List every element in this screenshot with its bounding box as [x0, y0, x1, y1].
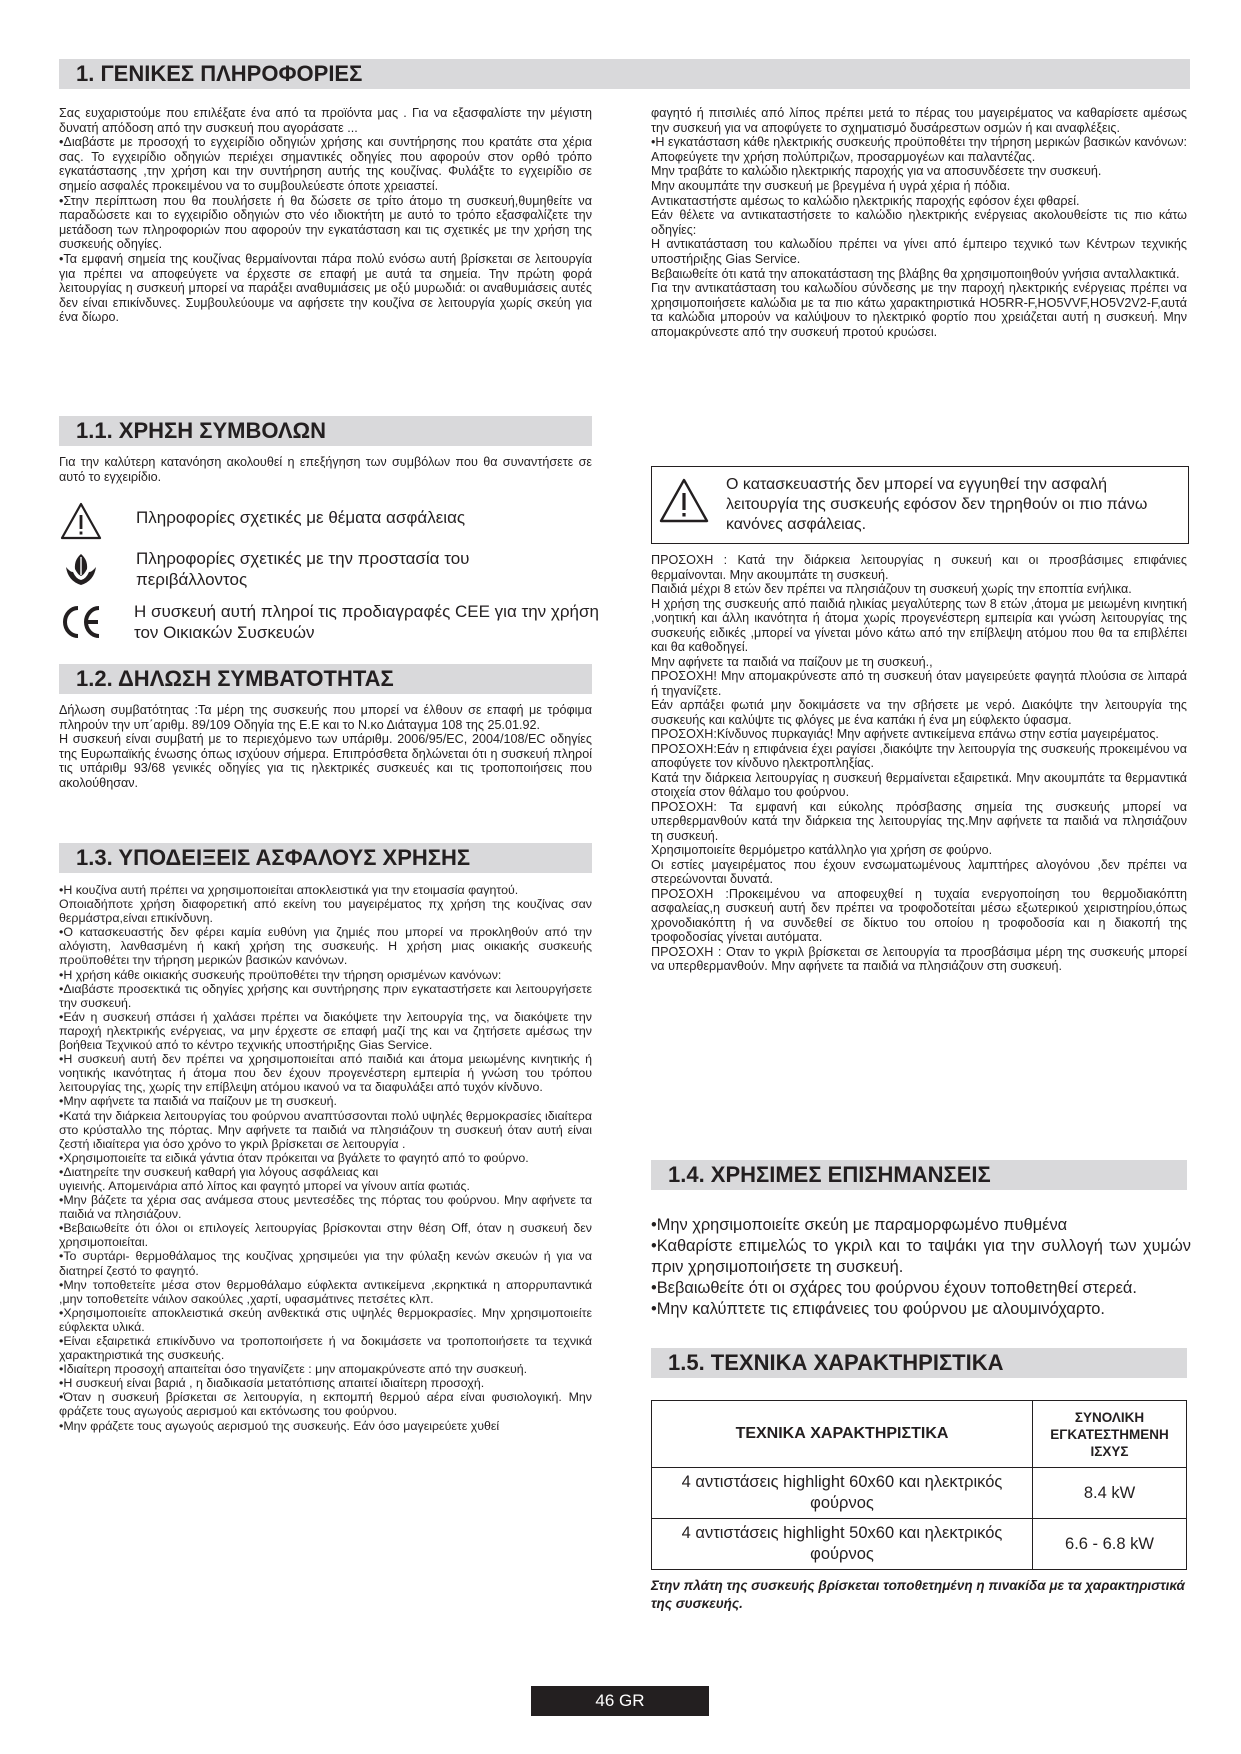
paragraph: •Το συρτάρι- θερμοθάλαμος της κουζίνας χρησιμεύει για την φύλαξη κενών σκευών ή για να διατηρεί ζεστό το φαγητό. [59, 1249, 592, 1278]
paragraph: •Κατά την διάρκεια λειτουργίας του φούρνου αναπτύσσονται πολύ υψηλές θερμοκρασίες ιδιαίτερα στο κρύσταλλο της πόρτας. Μην αφήνετε τα παιδιά να πλησιάζουν τη συσκευή όταν αυτή είναι ζεστή ιδιαίτερα για όσο χρόνο το γκριλ βρίσκεται σε λειτουργία . [59, 1108, 592, 1151]
paragraph: ΠΡΟΣΟΧΗ : Οταν το γκριλ βρίσκεται σε λειτουργία τα προσβάσιμα μέρη της συσκευής μπορεί να υπερθερμανθούν. Μην αφήνετε τα παιδιά να πλησιάζουν στη συσκευή. [651, 944, 1187, 973]
paragraph: •Διαβάστε με προσοχή το εγχειρίδιο οδηγιών χρήσης και συντήρησης που κρατάτε στα χέρια σας. Το εγχειρίδιο οδηγιών περιέχει σημαντικές οδηγίες που αφορούν στον ορθό τρόπο εγκατάστασης ,την χρήση και την συντήρηση αυτής της κουζίνας. Φυλάξτε το εγχειρίδιο σε σημείο ασφαλές προκειμένου να το συμβουλεύεστε όποτε χρειαστεί. [59, 135, 592, 193]
paragraph: •Μην τοποθετείτε μέσα στον θερμοθάλαμο εύφλεκτα αντικείμενα ,εκρηκτικά η απορρυπαντικά ,μην τοποθετείτε νάιλον σακούλες ,χαρτί, υφασμάτινες πετσέτες κλπ. [59, 1277, 592, 1306]
paragraph: ΠΡΟΣΟΧΗ :Προκειμένου να αποφευχθεί η τυχαία ενεργοποίηση του θερμοδιακόπτη ασφαλείας,η συσκευή αυτή δεν πρέπει να τροφοδοτείται μέσω εξωτερικού χειριστηρίου,όπως χρονοδιακόπτη ή να συνδεθεί σε δίκτυο του οποίου η τροφοδοσία και η διακοπή της τροφοδοσίας γίνεται αυτόματα. [651, 886, 1187, 944]
paragraph: Δήλωση συμβατότητας :Τα μέρη της συσκευής που μπορεί να έλθουν σε επαφή με τρόφιμα πληρούν την υπ΄αριθμ. 89/109 Οδηγία της Ε.Ε και το Ν.κο Διάταγμα 108 της 25.01.92. [59, 703, 592, 732]
paragraph: Παιδιά μέχρι 8 ετών δεν πρέπει να πλησιάζουν τη συσκευή χωρίς την εποπτία ενήλικα. [651, 582, 1132, 596]
symbol-safety-text: Πληροφορίες σχετικές με θέματα ασφάλειας [136, 508, 466, 527]
paragraph: Οποιαδήποτε χρήση διαφορετική από εκείνη του μαγειρέματος πχ χρήση της κουζίνας σαν θερμάστρα,είναι επικίνδυνη. [59, 897, 592, 926]
paragraph: •Βεβαιωθείτε ότι όλοι οι επιλογείς λειτουργίας βρίσκονται στην θέση Off, όταν η συσκευή δεν χρησιμοποιείται. [59, 1221, 592, 1250]
table-header-cell: ΤΕΧΝΙΚΑ ΧΑΡΑΚΤΗΡΙΣΤΙΚΑ [652, 1401, 1033, 1468]
paragraph: Η αντικατάσταση του καλωδίου πρέπει να γίνει από έμπειρο τεχνικό των Κέντρων τεχνικής υποστήριξης Gias Service. [651, 237, 1187, 266]
paragraph: •Μην βάζετε τα χέρια σας ανάμεσα στους μεντεσέδες της πόρτας του φούρνου. Μην αφήνετε τα παιδιά να πλησιάζουν. [59, 1193, 592, 1222]
paragraph: •Η εγκατάσταση κάθε ηλεκτρικής συσκευής προϋποθέτει την τήρηση μερικών βασικών κανόνων: [651, 135, 1187, 150]
warning-triangle-icon [59, 500, 103, 544]
table-row [652, 1519, 1187, 1570]
section-1-4-title: 1.4. ΧΡΗΣΙΜΕΣ ΕΠΙΣΗΜΑΝΣΕΙΣ [668, 1162, 991, 1187]
section-1-3-body [59, 883, 592, 1433]
paragraph: ΠΡΟΣΟΧΗ! Μην απομακρύνεστε από τη συσκευή όταν μαγειρεύετε φαγητά πλούσια σε λιπαρά ή τηγανίζετε. [651, 669, 1187, 698]
table-header-cell: ΣΥΝΟΛΙΚΗ ΕΓΚΑΤΕΣΤΗΜΕΝΗ ΙΣΧΥΣ [1033, 1401, 1187, 1468]
table-cell: 4 αντιστάσεις highlight 50x60 και ηλεκτρικός φούρνος [652, 1519, 1033, 1570]
section-1-1-header [59, 416, 592, 446]
paragraph: Οι εστίες μαγειρέματος που έχουν ενσωματωμένους λαμπτήρες αλογόνου ,δεν πρέπει να στερεώνονται δυνατά. [651, 857, 1187, 886]
section-1-body [59, 106, 592, 325]
paragraph: ΠΡΟΣΟΧΗ : Κατά την διάρκεια λειτουργίας η συκευή και οι προσβάσιμες επιφάνιες θερμαίνονται. Μην ακουμπάτε τη συσκευή. [651, 553, 1187, 582]
paragraph: •Ιδιαίτερη προσοχή απαιτείται όσο τηγανίζετε : μην απομακρύνεστε από την συσκευή. [59, 1362, 528, 1377]
useful-notes-list [651, 1215, 1191, 1320]
paragraph: ΠΡΟΣΟΧΗ:Κίνδυνος πυρκαγιάς! Μην αφήνετε αντικείμενα επάνω στην εστία μαγειρέματος. [651, 727, 1159, 741]
section-1-2-title: 1.2. ΔΗΛΩΣΗ ΣΥΜΒΑΤΟΤΗΤΑΣ [76, 666, 394, 691]
paragraph: Αποφεύγετε την χρήση πολύπριζων, προσαρμογέων και παλαντέζας. [651, 149, 1036, 164]
safety-warning-text: Ο κατασκευαστής δεν μπορεί να εγγυηθεί την ασφαλή λειτουργία της συσκευής εφόσον δεν τηρηθούν οι πιο πάνω κανόνες ασφάλειας. [726, 476, 1148, 533]
symbols-intro [59, 455, 592, 484]
paragraph: Κατά την διάρκεια λειτουργίας η συσκευή θερμαίνεται εξαιρετικά. Μην ακουμπάτε τα θερμαντικά στοιχεία στον θάλαμο του φούρνου. [651, 770, 1187, 799]
section-1-3-title: 1.3. ΥΠΟΔΕΙΞΕΙΣ ΑΣΦΑΛΟΥΣ ΧΡΗΣΗΣ [76, 845, 471, 870]
table-header-row [652, 1401, 1187, 1468]
paragraph: Μην ακουμπάτε την συσκευή με βρεγμένα ή υγρά χέρια ή πόδια. [651, 178, 1011, 193]
section-1-4-header [651, 1160, 1187, 1190]
paragraph: •Ο κατασκευαστής δεν φέρει καμία ευθύνη για ζημιές που μπορεί να προκληθούν από την αλόγιστη, λανθασμένη ή κακή χρήση της συσκευής. Η χρήση μιας οικιακής συσκευής προϋποθέτει την τήρηση μερικών βασικών κανόνων. [59, 925, 592, 968]
paragraph: Εάν αρπάξει φωτιά μην δοκιμάσετε να την σβήσετε με νερό. Διακόψτε την λειτουργία της συσκευής και καλύψτε τις φλόγες με ένα καπάκι ή ένα μη εύφλεκτο ύφασμα. [651, 698, 1187, 727]
paragraph: Χρησιμοποιείτε θερμόμετρο κατάλληλο για χρήση σε φούρνο. [651, 843, 993, 857]
paragraph: •Μην φράζετε τους αγωγούς αερισμού της συσκευής. Εάν όσο μαγειρεύετε χυθεί [59, 1418, 500, 1433]
symbol-row-safety [59, 500, 599, 544]
right-column-warnings [651, 553, 1187, 974]
symbol-ce-text: Η συσκευή αυτή πληροί τις προδιαγραφές CEE για την χρήση τον Οικιακών Συσκευών [134, 602, 599, 642]
paragraph: •Η συσκευή αυτή δεν πρέπει να χρησιμοποιείται από παιδιά και άτομα μειωμένης κινητικής ή νοητικής ικανότητας ή άτομα που δεν έχουν προγενέστερη εμπειρία ή γνώση του τρόπου λειτουργίας της, χωρίς την επίβλεψη ατόμου ικανού να τα διαφυλάξει από τυχόν κίνδυνο. [59, 1052, 592, 1095]
environment-hands-icon [59, 548, 103, 592]
symbol-row-environment [59, 548, 599, 596]
section-1-2-body [59, 703, 592, 791]
list-item: •Βεβαιωθείτε ότι οι σχάρες του φούρνου έχουν τοποθετηθεί στερεά. [651, 1279, 1137, 1297]
technical-specs-table [651, 1400, 1187, 1570]
symbol-environment-text: Πληροφορίες σχετικές με την προστασία του περιβάλλοντος [136, 549, 470, 589]
paragraph: Μην τραβάτε το καλώδιο ηλεκτρικής παροχής για να αποσυνδέσετε την συσκευή. [651, 164, 1102, 179]
paragraph: ΠΡΟΣΟΧΗ:Εάν η επιφάνεια έχει ραγίσει ,διακόψτε την λειτουργία της συσκευής προκειμένου να αποφύγετε τον κίνδυνο ηλεκτροπληξίας. [651, 741, 1187, 770]
paragraph: •Χρησιμοποιείτε τα ειδικά γάντια όταν πρόκειται να βγάλετε το φαγητό από το φούρνο. [59, 1150, 529, 1165]
paragraph: υγιεινής. Απομεινάρια από λίπος και φαγητό μπορεί να γίνουν αιτία φωτιάς. [59, 1178, 470, 1193]
section-1-2-header [59, 664, 592, 694]
paragraph: Η συσκευή είναι συμβατή με το περιεχόμενο των υπάριθμ. 2006/95/EC, 2004/108/EC οδηγίες της Ευρωπαϊκής ένωσης όπως ισχύουν σήμερα. Επιπρόσθετα δηλώνεται ότι η συσκευή πληροί τις υπάριθμ 93/68 γενικές οδηγίες για τις ηλεκτρικές συσκευές και τις τροποποιήσεις που ακολούθησαν. [59, 732, 592, 790]
paragraph: Η χρήση της συσκευής από παιδιά ηλικίας μεγαλύτερης των 8 ετών ,άτομα με μειωμένη κινητική ,νοητική και άλλη ικανότητα ή άτομα χωρίς προγενέστερη εμπειρία και γνώση λειτουργίας της συσκευής ειδικές ,μπορεί να γίνεται μόνο κάτω από την επίβλεψη ατόμου που θα τα επιβλέπει και θα καθοδηγεί. [651, 596, 1187, 654]
safety-warning-box [651, 466, 1189, 544]
section-1-title: 1. ΓΕΝΙΚΕΣ ΠΛΗΡΟΦΟΡΙΕΣ [76, 61, 363, 86]
paragraph: •Στην περίπτωση που θα πουλήσετε ή θα δώσετε σε τρίτο άτομο τη συσκευή,θυμηθείτε να παραδώσετε και το εγχειρίδιο οδηγιών στο νέο ιδιοκτήτη με αυτό το τρόπο εξασφαλίζετε την μετάδοση των πληροφοριών που αφορούν την εγκατάσταση και τις σχετικές με την χρήση της συσκευής οδηγίες. [59, 193, 592, 252]
paragraph: φαγητό ή πιτσιλιές από λίπος πρέπει μετά το πέρας του μαγειρέματος να καθαρίσετε αμέσως την συσκευή για να αποφύγετε το σχηματισμό δυσάρεστων οσμών ή και αναφλέξεις. [651, 106, 1187, 135]
section-1-3-header [59, 843, 592, 873]
paragraph: •Διατηρείτε την συσκευή καθαρή για λόγους ασφάλειας και [59, 1164, 379, 1179]
page-number: 46 GR [531, 1686, 709, 1716]
list-item: •Μην χρησιμοποιείτε σκεύη με παραμορφωμένο πυθμένα [651, 1216, 1068, 1234]
ce-mark-icon [59, 600, 103, 644]
paragraph: Μην αφήνετε τα παιδιά να παίζουν με τη συσκευή., [651, 654, 933, 669]
section-1-1-title: 1.1. ΧΡΗΣΗ ΣΥΜΒΟΛΩΝ [76, 418, 327, 443]
symbol-row-ce [59, 600, 599, 646]
paragraph: •Είναι εξαιρετικά επικίνδυνο να τροποποιήσετε ή να δοκιμάσετε να τροποποιήσετε τα τεχνικά χαρακτηριστικά της συσκευής. [59, 1334, 592, 1363]
paragraph: •Η κουζίνα αυτή πρέπει να χρησιμοποιείται αποκλειστικά για την ετοιμασία φαγητού. [59, 883, 519, 897]
paragraph: •Η συσκευή είναι βαριά , η διαδικασία μετατόπισης απαιτεί ιδιαίτερη προσοχή. [59, 1376, 485, 1391]
section-1-5-header [651, 1348, 1187, 1378]
table-cell: 8.4 kW [1033, 1468, 1187, 1519]
table-cell: 4 αντιστάσεις highlight 60x60 και ηλεκτρικός φούρνος [652, 1468, 1033, 1519]
paragraph: Αντικαταστήστε αμέσως το καλώδιο ηλεκτρικής παροχής εφόσον έχει φθαρεί. [651, 193, 1080, 208]
paragraph: •Μην αφήνετε τα παιδιά να παίζουν με τη συσκευή. [59, 1094, 337, 1109]
paragraph: •Όταν η συσκευή βρίσκεται σε λειτουργία, η εκπομπή θερμού αέρα είναι φυσιολογική. Μην φράζετε τους αγωγούς αερισμού και εκτόνωσης του φούρνου. [59, 1390, 592, 1419]
paragraph: •Εάν η συσκευή σπάσει ή χαλάσει πρέπει να διακόψετε την λειτουργία της, να διακόψετε την παροχή ηλεκτρικής ενέργειας, να μην έρχεστε σε επαφή μαζί της και να ζητήσετε αμέσως την βοήθεια Τεχνικού από το κέντρο τεχνικής υποστήριξης Gias Service. [59, 1009, 592, 1053]
right-column-body [651, 106, 1187, 340]
paragraph: •Η χρήση κάθε οικιακής συσκευής προϋποθέτει την τήρηση ορισμένων κανόνων: [59, 967, 502, 982]
section-1-header [59, 59, 1190, 89]
table-row [652, 1468, 1187, 1519]
paragraph: Σας ευχαριστούμε που επιλέξατε ένα από τα προϊόντα μας . Για να εξασφαλίστε την μέγιστη δυνατή απόδοση από την συσκευή που αγοράσατε ... [59, 106, 592, 135]
list-item: •Μην καλύπτετε τις επιφάνειες του φούρνου με αλουμινόχαρτο. [651, 1300, 1105, 1318]
section-1-5-title: 1.5. ΤΕΧΝΙΚΑ ΧΑΡΑΚΤΗΡΙΣΤΙΚΑ [668, 1350, 1004, 1375]
paragraph: Βεβαιωθείτε ότι κατά την αποκατάσταση της βλάβης θα χρησιμοποιηθούν γνήσια ανταλλακτικά. [651, 266, 1180, 281]
paragraph: •Τα εμφανή σημεία της κουζίνας θερμαίνονται πάρα πολύ ενόσω αυτή βρίσκεται σε λειτουργία για πρέπει να αποφεύγετε να έρχεστε σε επαφή με αυτά τα σημεία. Την πρώτη φορά λειτουργίας η συσκευή μπορεί να παράξει αναθυμιάσεις με οξύ μυρωδιά: οι αναθυμιάσεις αυτές δεν είναι επικίνδυνες. Συμβουλεύουμε να αφήσετε την κουζίνα σε λειτουργία χωρίς σκεύη για ένα δίωρο. [59, 251, 592, 325]
list-item: •Καθαρίστε επιμελώς το γκριλ και το ταψάκι για την συλλογή των χυμών πριν χρησιμοποιήσετε τη συσκευή. [651, 1237, 1191, 1276]
paragraph: Για την αντικατάσταση του καλωδίου σύνδεσης με την παροχή ηλεκτρικής ενέργειας πρέπει να χρησιμοποιήσετε καλώδια με τα πιο κάτω χαρακτηριστικά HO5RR-F,HO5VVF,HO5V2V2-F,αυτά τα καλώδια μπορούν να καλύψουν το ηλεκτρικό φορτίο που χρειάζεται αυτή η συσκευή. Μην απομακρύνεστε από την συσκευή προτού κρυώσει. [651, 281, 1187, 339]
paragraph: •Διαβάστε προσεκτικά τις οδηγίες χρήσης και συντήρησης πριν εγκαταστήσετε και λειτουργήσετε την συσκευή. [59, 981, 592, 1010]
warning-triangle-icon [658, 477, 710, 525]
paragraph: Εάν θέλετε να αντικαταστήσετε το καλώδιο ηλεκτρικής ενέργειας ακολουθείστε τις πιο κάτω οδηγίες: [651, 208, 1187, 237]
rating-plate-note: Στην πλάτη της συσκευής βρίσκεται τοποθετημένη η πινακίδα με τα χαρακτηριστικά της συσκευής. [651, 1578, 1185, 1611]
paragraph: Για την καλύτερη κατανόηση ακολουθεί η επεξήγηση των συμβόλων που θα συναντήσετε σε αυτό το εγχειρίδιο. [59, 455, 592, 484]
paragraph: ΠΡΟΣΟΧΗ: Τα εμφανή και εύκολης πρόσβασης σημεία της συσκευής μπορεί να υπερθερμανθούν κατά την διάρκεια της λειτουργίας της.Μην αφήνετε τα παιδιά να πλησιάζουν τη συσκευή. [651, 799, 1187, 843]
table-cell: 6.6 - 6.8 kW [1033, 1519, 1187, 1570]
paragraph: •Χρησιμοποιείτε αποκλειστικά σκεύη ανθεκτικά στις υψηλές θερμοκρασίες. Μην χρησιμοποιείτε εύφλεκτα υλικά. [59, 1305, 592, 1334]
